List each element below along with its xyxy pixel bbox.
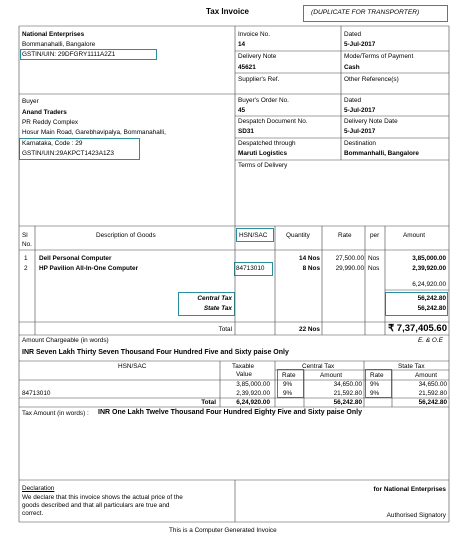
mode-label: Mode/Terms of Payment [344, 53, 414, 60]
destination: Bommanhalli, Bangalore [344, 150, 419, 157]
row2-per: Nos [368, 265, 380, 272]
col-sl: Sl [22, 232, 28, 239]
items-subtotal: 6,24,920.00 [412, 281, 446, 288]
row1-rate: 27,500.00 [335, 255, 364, 262]
row2-desc: HP Pavilion All-In-One Computer [39, 265, 139, 272]
amount-words-label: Amount Chargeable (in words) [22, 337, 109, 344]
tax-col-s-amount: Amount [415, 372, 438, 379]
tax-col-s-rate: Rate [370, 372, 384, 379]
invoice-no: 14 [238, 41, 246, 48]
despatch-doc: SD31 [238, 128, 254, 135]
tax-row2-value: 2,39,920.00 [236, 390, 270, 397]
col-description: Description of Goods [96, 232, 156, 239]
mode: Cash [344, 64, 360, 71]
authorised-signatory: Authorised Signatory [386, 512, 446, 519]
tax-in-words: INR One Lakh Twelve Thousand Four Hundred Eighty Five and Sixty paise Only [98, 409, 362, 416]
tax-row1-s-rate: 9% [370, 381, 380, 388]
tax-row1-c-amount: 34,650.00 [333, 381, 362, 388]
state-tax-label: State Tax [203, 305, 232, 312]
seller-name: National Enterprises [22, 31, 85, 38]
buyer-gstin: GSTIN/UIN:29AKPCT1423A1Z3 [22, 150, 114, 157]
row1-sl: 1 [24, 255, 28, 262]
col-no: No. [22, 241, 32, 248]
amount-in-words: INR Seven Lakh Thirty Seven Thousand Four Hundred Five and Sixty paise Only [22, 349, 289, 356]
supplier-ref-label: Supplier's Ref. [238, 76, 280, 83]
items-total-qty: 22 Nos [299, 326, 320, 333]
seller-gstin: GSTIN/UIN: 29DFGRY1111A2Z1 [22, 51, 116, 58]
delivery-note: 45621 [238, 64, 256, 71]
dated: 5-Jul-2017 [344, 41, 376, 48]
tax-words-label: Tax Amount (in words) : [22, 410, 89, 417]
tax-col-value: Value [236, 371, 252, 378]
col-amount: Amount [403, 232, 426, 239]
tax-total-c: 56,242.80 [333, 399, 362, 406]
tax-col-c-rate: Rate [282, 372, 296, 379]
tax-total-value: 6,24,920.00 [236, 399, 270, 406]
declaration-title: Declaration [22, 485, 55, 492]
eoe-note: E. & O.E [418, 337, 443, 344]
buyer-order: 45 [238, 107, 246, 114]
buyer-order-label: Buyer's Order No. [238, 97, 289, 104]
destination-label: Destination [344, 140, 376, 147]
tax-row2-hsn: 84713010 [22, 390, 51, 397]
tax-row2-s-amount: 21,592.80 [418, 390, 447, 397]
col-hsn: HSN/SAC [239, 232, 268, 239]
buyer-state: Karnataka, Code : 29 [22, 140, 83, 147]
central-tax-label: Central Tax [197, 295, 232, 302]
terms-label: Terms of Delivery [238, 162, 288, 169]
row2-amount: 2,39,920.00 [412, 265, 446, 272]
tax-total-label: Total [201, 399, 216, 406]
dated2: 5-Jul-2017 [344, 107, 376, 114]
items-hsn-code: 84713010 [236, 265, 265, 272]
tax-row2-c-rate: 9% [283, 390, 293, 397]
tax-col-central: Central Tax [302, 363, 335, 370]
tax-row2-c-amount: 21,592.80 [333, 390, 362, 397]
despatched-through: Maruti Logistics [238, 150, 288, 157]
tax-row1-c-rate: 9% [283, 381, 293, 388]
row1-per: Nos [368, 255, 380, 262]
invoice-no-label: Invoice No. [238, 31, 270, 38]
col-quantity: Quantity [286, 232, 310, 239]
buyer-name: Anand Traders [22, 109, 67, 116]
tax-col-hsn: HSN/SAC [118, 363, 147, 370]
tax-row1-s-amount: 34,650.00 [418, 381, 447, 388]
other-ref-label: Other Reference(s) [344, 76, 399, 83]
items-total-amount: ₹ 7,37,405.60 [388, 323, 447, 334]
despatched-through-label: Despatched through [238, 140, 296, 147]
row1-qty: 14 Nos [299, 255, 320, 262]
central-tax-amount: 56,242.80 [417, 295, 446, 302]
row1-amount: 3,85,000.00 [412, 255, 446, 262]
invoice-title: Tax Invoice [206, 7, 249, 16]
row2-qty: 8 Nos [302, 265, 320, 272]
buyer-line1: PR Reddy Complex [22, 119, 79, 126]
tax-total-s: 56,242.80 [418, 399, 447, 406]
declaration-line-3: correct. [22, 510, 44, 517]
despatch-doc-label: Despatch Document No. [238, 118, 308, 125]
state-tax-amount: 56,242.80 [417, 305, 446, 312]
dated-label: Dated [344, 31, 362, 38]
footer-note: This is a Computer Generated Invoice [169, 527, 277, 534]
tax-row2-s-rate: 9% [370, 390, 380, 397]
for-company: for National Enterprises [373, 486, 446, 493]
seller-address: Bommanahalli, Bangalore [22, 41, 96, 48]
row2-rate: 29,990.00 [335, 265, 364, 272]
declaration-line-1: We declare that this invoice shows the actual price of the [22, 494, 183, 501]
buyer-label: Buyer [22, 98, 39, 105]
copy-label: (DUPLICATE FOR TRANSPORTER) [311, 9, 420, 16]
row2-sl: 2 [24, 265, 28, 272]
tax-row1-value: 3,85,000.00 [236, 381, 270, 388]
declaration-line-2: goods described and that all particulars are true and [22, 502, 170, 509]
tax-col-taxable: Taxable [232, 363, 255, 370]
row1-desc: Dell Personal Computer [39, 255, 112, 262]
delivery-note-label: Delivery Note [238, 53, 277, 60]
delivery-note-date: 5-Jul-2017 [344, 128, 376, 135]
col-rate: Rate [338, 232, 352, 239]
items-total-label: Total [218, 326, 232, 333]
col-per: per [370, 232, 380, 239]
delivery-note-date-label: Delivery Note Date [344, 118, 398, 125]
buyer-line2: Hosur Main Road, Garebhavipalya, Bommanahalli, [22, 129, 166, 136]
dated2-label: Dated [344, 97, 362, 104]
tax-col-c-amount: Amount [320, 372, 343, 379]
tax-col-state: State Tax [398, 363, 425, 370]
